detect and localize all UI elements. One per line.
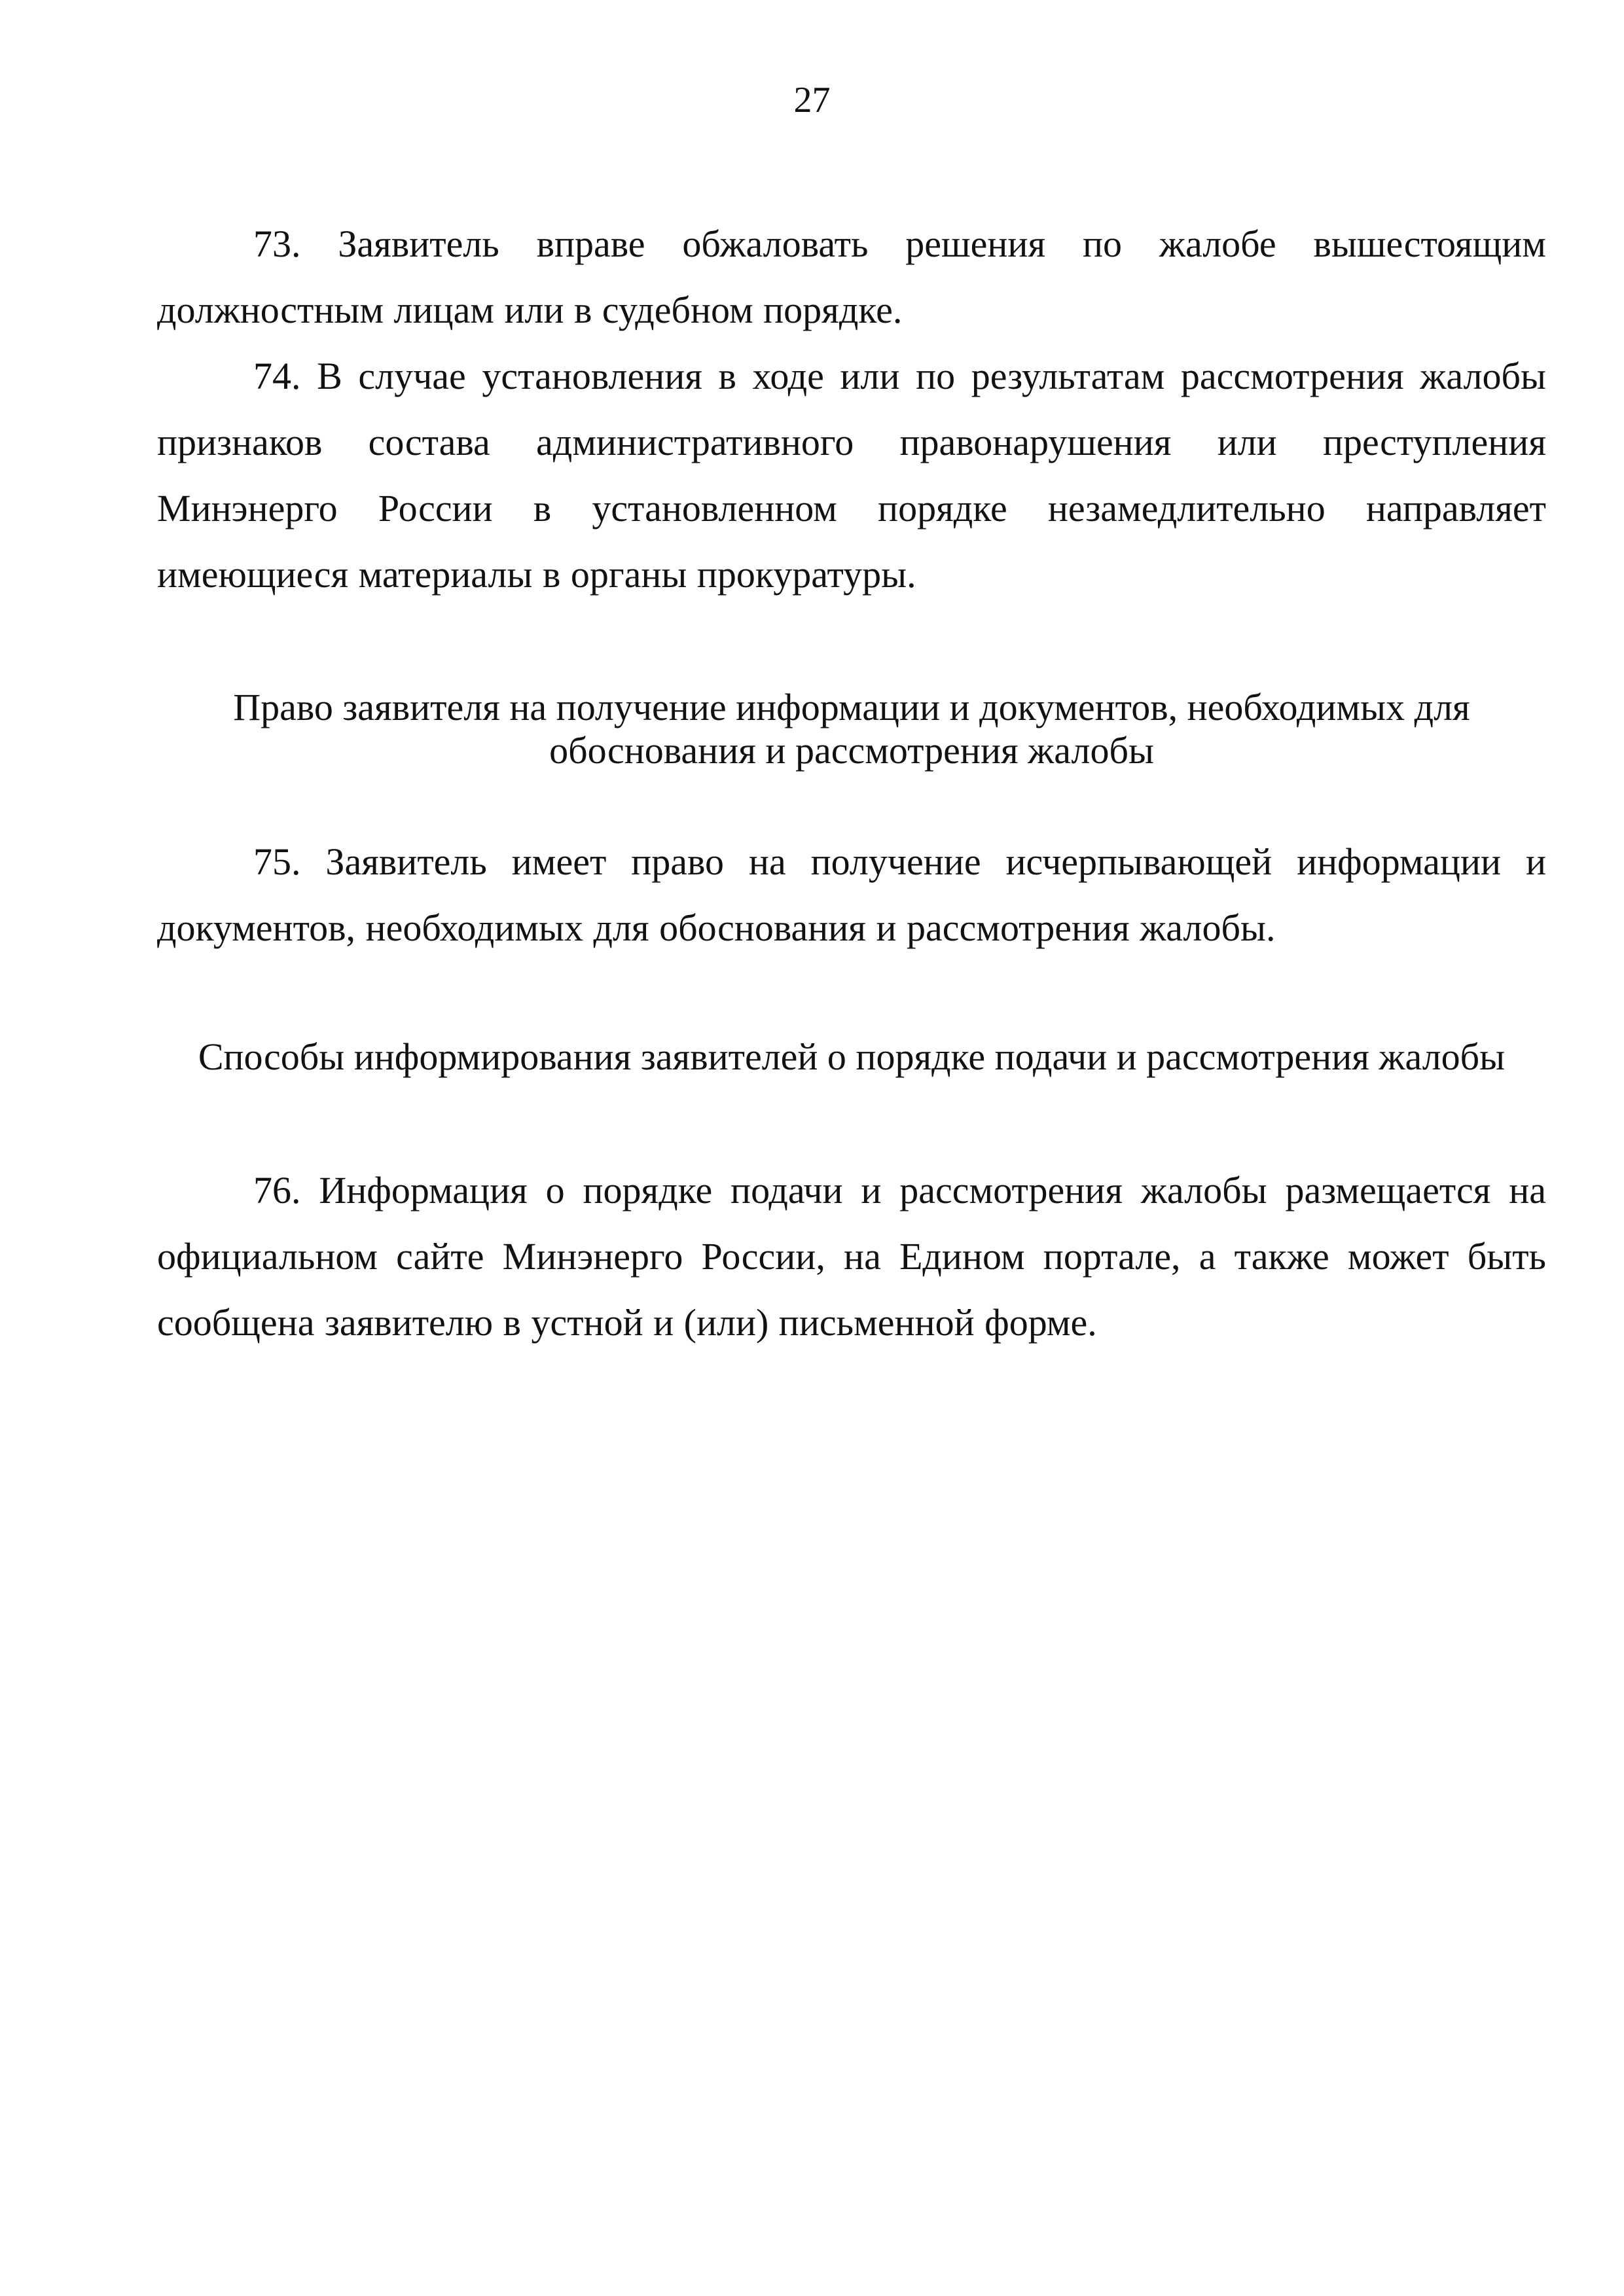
- page-number: 27: [793, 80, 831, 120]
- section-heading-rights: [157, 686, 1546, 772]
- paragraph-73: 73. Заявитель вправе обжаловать решения по жалобе вышестоящим должностным лицам или в судебном порядке.: [157, 223, 1546, 331]
- section-heading-rights-line-2: обоснования и рассмотрения жалобы: [549, 729, 1154, 772]
- paragraph-75: 75. Заявитель имеет право на получение исчерпывающей информации и документов, необходимых для обоснования и рассмотрения жалобы.: [157, 840, 1546, 949]
- paragraph-76: 76. Информация о порядке подачи и рассмотрения жалобы размещается на официальном сайте Минэнерго России, на Едином портале, а также может быть сообщена заявителю в устной и (или) письменной форме.: [157, 1169, 1546, 1344]
- paragraph-74: 74. В случае установления в ходе или по результатам рассмотрения жалобы признаков состава административного правонарушения или преступления Минэнерго России в установленном порядке незамедлительно направляет имеющиеся материалы в органы прокуратуры.: [157, 355, 1546, 596]
- section-heading-informing: Способы информирования заявителей о порядке подачи и рассмотрения жалобы: [198, 1035, 1506, 1078]
- section-heading-rights-line-1: Право заявителя на получение информации и документов, необходимых для: [233, 686, 1470, 728]
